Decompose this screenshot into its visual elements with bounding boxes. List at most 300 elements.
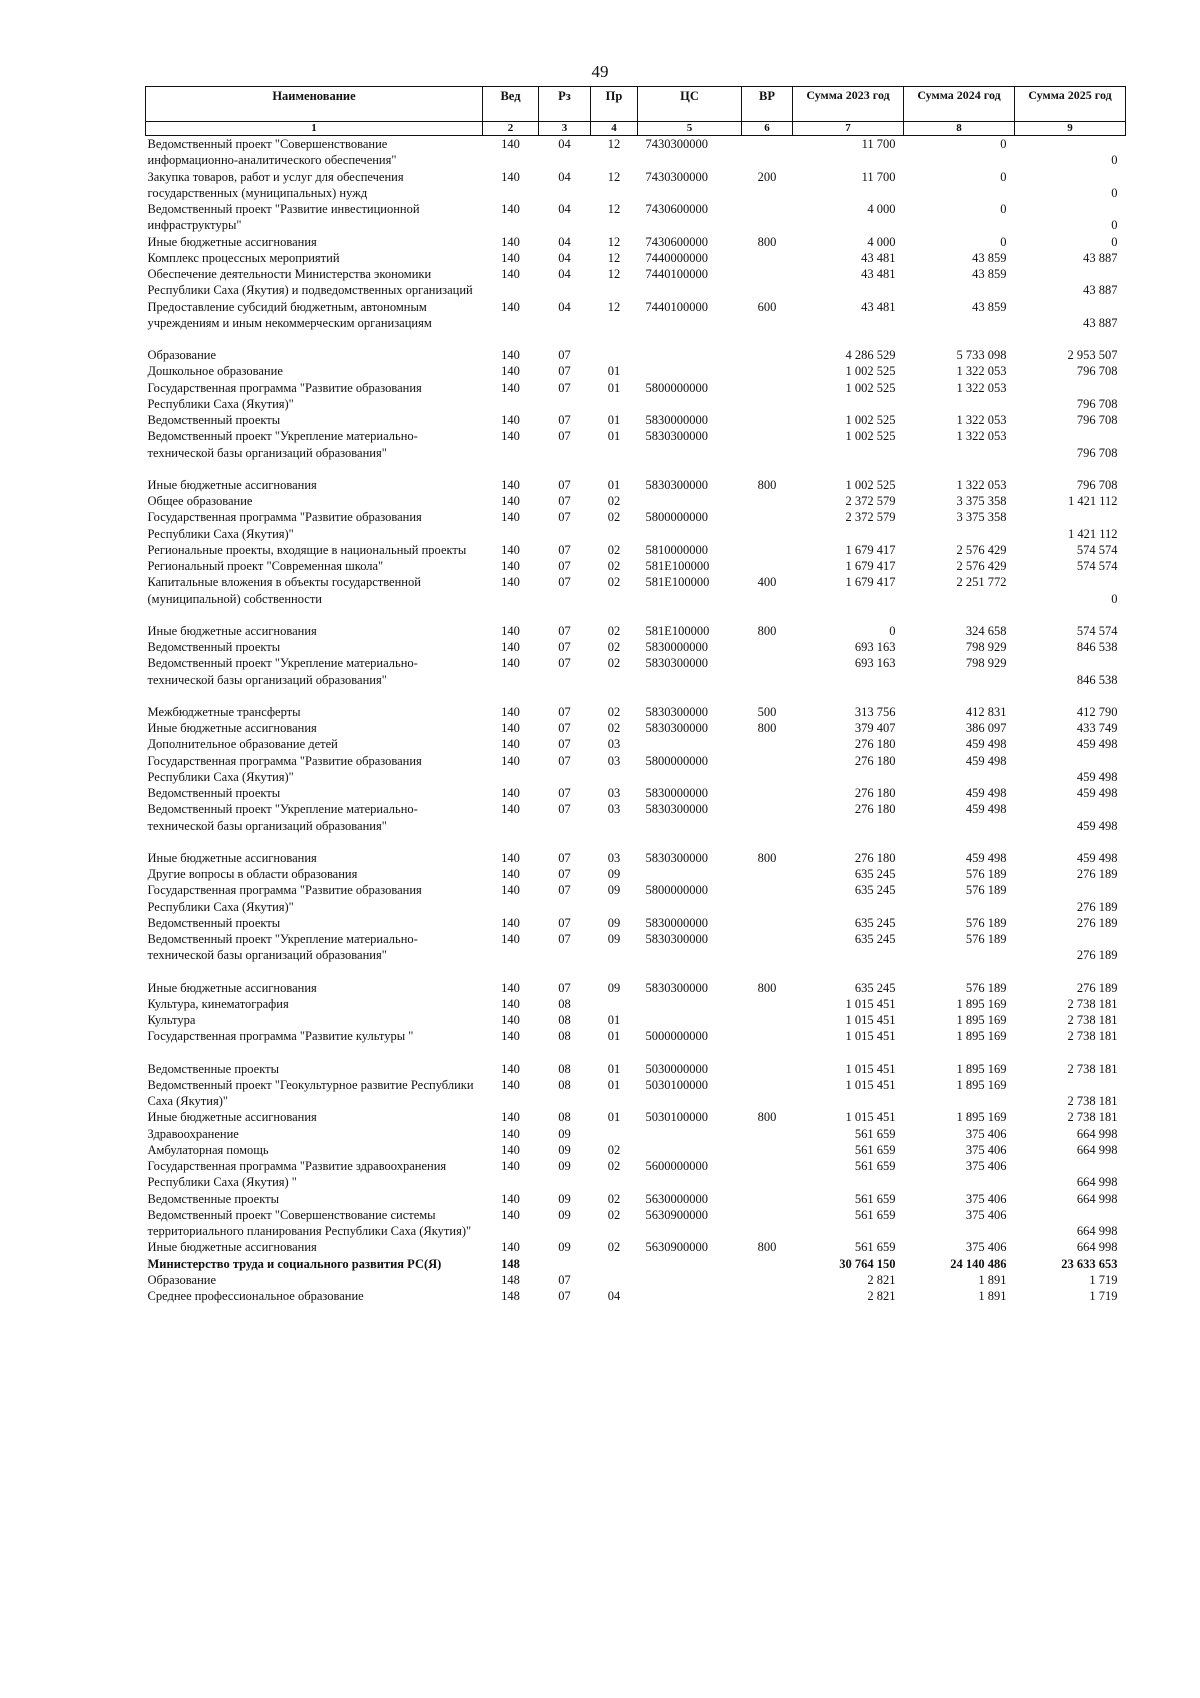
row-sum-2023: 1 679 417 [845,542,896,557]
row-ved: 140 [501,1126,520,1141]
table-row [146,201,1126,234]
row-cs: 5630900000 [645,1207,708,1222]
row-sum-2023: 0 [889,623,896,638]
row-rz: 07 [558,413,571,427]
header-pr: Пр [591,87,638,122]
row-sum-2023: 561 659 [854,1240,896,1255]
row-ved: 140 [501,477,520,492]
row-sum-2025: 459 498 [1076,737,1118,752]
row-sum-2025: 276 189 [1076,867,1118,881]
row-name: Ведомственный проекты [147,786,281,800]
row-sum-2024: 3 375 358 [956,494,1007,508]
row-vr [742,493,793,509]
row-pr [591,1256,638,1272]
row-rz: 07 [558,915,571,930]
row-vr [742,801,793,834]
row-name: Ведомственный проект "Укрепление материально-технической базы организаций образования" [147,656,418,687]
header-row [146,87,1126,122]
table-row [146,234,1126,250]
row-sum-2024: 0 [1000,234,1007,249]
row-cs [638,363,742,379]
row-cs: 5600000000 [645,1159,708,1173]
row-cs: 7430600000 [645,234,708,249]
row-vr [742,542,793,558]
row-sum-2024: 576 189 [965,915,1007,930]
row-sum-2024: 1 895 169 [956,996,1007,1011]
row-pr: 03 [607,753,621,768]
table-row [146,964,1126,996]
row-pr: 09 [607,883,621,898]
row-pr: 02 [607,704,621,719]
row-name: Иные бюджетные ассигнования [147,234,317,249]
row-sum-2023: 1 015 451 [845,996,896,1011]
table-row [146,1077,1126,1110]
row-sum-2025: 846 538 [1076,672,1118,687]
row-name: Дополнительное образование детей [147,737,338,752]
column-number: 3 [539,122,591,136]
row-ved: 140 [501,1191,520,1206]
row-sum-2025: 43 887 [1083,250,1118,265]
row-vr: 500 [757,704,777,719]
row-vr [742,331,793,363]
row-sum-2025: 796 708 [1076,477,1118,492]
budget-table [145,86,1126,1304]
table-row [146,607,1126,639]
row-ved: 140 [501,980,520,995]
row-name: Ведомственный проект "Укрепление материально-технической базы организаций образования" [147,932,418,963]
row-sum-2024: 1 322 053 [956,429,1007,444]
row-name: Ведомственные проекты [147,1191,280,1206]
row-sum-2023: 276 180 [854,802,896,817]
row-name: Капитальные вложения в объекты государственной (муниципальной) собственности [147,575,421,606]
row-sum-2024: 2 576 429 [956,542,1007,557]
table-row [146,688,1126,720]
column-number: 9 [1015,122,1126,136]
column-number: 7 [793,122,904,136]
row-sum-2024: 576 189 [965,980,1007,995]
row-sum-2024: 375 406 [965,1159,1007,1173]
row-sum-2024: 798 929 [965,656,1007,671]
table-header [146,87,1126,136]
table-row [146,461,1126,493]
row-vr [742,380,793,413]
row-sum-2023: 1 002 525 [845,364,896,379]
table-row [146,250,1126,266]
row-sum-2024: 1 891 [978,1289,1007,1303]
row-ved: 140 [501,1029,520,1044]
row-cs: 5030000000 [645,1061,708,1076]
row-pr: 12 [607,250,621,265]
row-sum-2023: 1 002 525 [845,380,896,395]
row-ved: 140 [501,234,520,249]
row-sum-2025: 459 498 [1076,769,1118,784]
row-rz [539,1256,591,1272]
table-row [146,655,1126,688]
row-ved: 140 [501,137,520,151]
row-sum-2024: 375 406 [965,1191,1007,1206]
row-pr: 09 [607,980,621,995]
row-sum-2024: 459 498 [965,850,1007,865]
row-cs: 7440100000 [645,299,708,314]
row-cs: 5830000000 [645,786,708,800]
row-sum-2023: 1 015 451 [845,1077,896,1092]
column-number: 4 [591,122,638,136]
row-sum-2023: 561 659 [854,1207,896,1222]
row-name: Закупка товаров, работ и услуг для обеспечения государственных (муниципальных) нужд [147,169,404,200]
row-rz: 07 [558,656,571,671]
row-cs: 581E100000 [645,623,710,638]
row-rz: 07 [558,1272,571,1287]
row-sum-2025: 574 574 [1076,623,1118,638]
row-sum-2025: 459 498 [1076,786,1118,800]
row-sum-2025: 276 189 [1076,915,1118,930]
row-sum-2024: 375 406 [965,1207,1007,1222]
row-cs [638,736,742,752]
row-sum-2025: 664 998 [1076,1175,1118,1190]
row-ved: 140 [501,1061,520,1076]
table-row [146,736,1126,752]
row-rz: 09 [558,1240,571,1255]
row-sum-2025: 0 [1111,218,1118,233]
row-sum-2023: 635 245 [854,932,896,946]
row-vr: 800 [757,1110,777,1125]
row-sum-2024: 459 498 [965,786,1007,800]
row-name: Ведомственный проект "Геокультурное развитие Республики Саха (Якутия)" [147,1077,474,1108]
row-sum-2025: 23 633 653 [1061,1256,1118,1271]
table-row [146,882,1126,915]
header-sum-2025: Сумма 2025 год [1015,87,1126,122]
row-sum-2023: 1 015 451 [845,1029,896,1044]
row-rz: 08 [558,1061,571,1076]
row-rz: 07 [558,753,571,768]
row-sum-2025: 1 719 [1089,1289,1118,1303]
row-vr [742,639,793,655]
row-sum-2025: 796 708 [1076,364,1118,379]
row-sum-2024: 576 189 [965,932,1007,946]
row-vr [742,1288,793,1304]
row-ved: 140 [501,1207,520,1222]
row-sum-2023: 2 821 [867,1272,896,1287]
table-row [146,1256,1126,1272]
row-sum-2023: 1 679 417 [845,575,896,590]
row-vr [742,753,793,786]
row-cs: 5800000000 [645,380,708,395]
row-cs: 7430600000 [645,202,708,216]
column-number: 6 [742,122,793,136]
row-ved: 140 [501,559,520,573]
row-vr: 800 [757,980,777,995]
row-rz: 07 [558,623,571,638]
row-cs [638,996,742,1012]
table-row [146,1109,1126,1125]
row-ved: 140 [501,640,520,654]
row-pr: 03 [607,737,621,752]
row-ved: 140 [501,867,520,881]
row-pr: 09 [607,915,621,930]
row-sum-2025: 796 708 [1076,413,1118,427]
row-pr: 12 [607,137,621,151]
row-rz: 07 [558,737,571,752]
row-sum-2023: 43 481 [861,299,896,314]
row-pr: 01 [607,380,621,395]
row-cs: 5830300000 [645,656,708,671]
row-vr [742,655,793,688]
row-ved: 140 [501,1110,520,1125]
row-name: Ведомственный проект "Развитие инвестиционной инфраструктуры" [147,202,420,233]
row-vr: 800 [757,850,777,865]
row-pr [591,1272,638,1288]
row-cs: 5830300000 [645,850,708,865]
row-ved: 140 [501,802,520,817]
row-cs [638,1272,742,1288]
row-sum-2024: 1 322 053 [956,380,1007,395]
row-rz: 07 [558,640,571,654]
row-cs: 5030100000 [645,1077,708,1092]
row-cs [638,493,742,509]
table-row [146,785,1126,801]
table-row [146,1191,1126,1207]
row-sum-2023: 561 659 [854,1191,896,1206]
row-name: Государственная программа "Развитие образования Республики Саха (Якутия)" [147,380,422,411]
row-pr: 02 [607,494,621,508]
row-sum-2023: 276 180 [854,737,896,752]
table-row [146,753,1126,786]
row-ved: 140 [501,429,520,444]
row-sum-2023: 693 163 [854,656,896,671]
row-pr [591,1126,638,1142]
row-rz: 07 [558,494,571,508]
row-sum-2025: 664 998 [1076,1224,1118,1238]
row-sum-2024: 1 895 169 [956,1077,1007,1092]
column-number-row [146,122,1126,136]
row-pr: 02 [607,559,621,573]
table-row [146,1239,1126,1255]
row-sum-2024: 798 929 [965,640,1007,654]
row-rz: 07 [558,786,571,800]
row-pr: 02 [607,1191,621,1206]
row-name: Межбюджетные трансферты [147,704,301,719]
row-sum-2025: 2 738 181 [1067,1013,1118,1027]
row-ved: 140 [501,494,520,508]
row-sum-2024: 1 322 053 [956,477,1007,492]
row-name: Ведомственный проекты [147,640,281,654]
row-pr: 02 [607,1159,621,1173]
row-cs: 5830000000 [645,413,708,427]
row-name: Региональные проекты, входящие в национальный проекты [147,542,467,557]
row-ved: 140 [501,169,520,184]
row-sum-2025: 0 [1111,185,1118,200]
row-sum-2024: 459 498 [965,753,1007,768]
row-pr [591,331,638,363]
row-ved: 140 [501,704,520,719]
row-sum-2023: 1 015 451 [845,1110,896,1125]
table-row [146,542,1126,558]
row-sum-2025: 574 574 [1076,542,1118,557]
row-rz: 07 [558,559,571,573]
table-row [146,996,1126,1012]
table-row [146,915,1126,931]
row-ved: 140 [501,510,520,525]
row-cs: 5000000000 [645,1029,708,1044]
row-sum-2023: 4 286 529 [845,348,896,362]
row-ved: 140 [501,348,520,362]
row-sum-2025: 459 498 [1076,850,1118,865]
row-sum-2025: 2 738 181 [1067,996,1118,1011]
row-name: Комплекс процессных мероприятий [147,250,340,265]
row-sum-2025: 664 998 [1076,1240,1118,1255]
row-vr: 800 [757,477,777,492]
row-cs: 5630000000 [645,1191,708,1206]
row-sum-2023: 30 764 150 [839,1256,896,1271]
table-row [146,1272,1126,1288]
row-rz: 04 [558,250,571,265]
row-ved: 140 [501,1142,520,1157]
row-cs: 5830300000 [645,932,708,946]
row-ved: 140 [501,1077,520,1092]
row-rz: 07 [558,380,571,395]
row-sum-2025: 2 738 181 [1067,1110,1118,1125]
row-name: Министерство труда и социального развития РС(Я) [147,1256,442,1271]
table-row [146,169,1126,202]
row-pr: 12 [607,299,621,314]
row-cs: 581E100000 [645,575,710,590]
row-rz: 09 [558,1159,571,1173]
table-row [146,574,1126,607]
row-vr: 800 [757,234,777,249]
row-vr [742,785,793,801]
row-sum-2024: 43 859 [972,250,1007,265]
row-rz: 04 [558,299,571,314]
row-name: Ведомственный проект "Укрепление материально-технической базы организаций образования" [147,429,418,460]
table-row [146,428,1126,461]
row-name: Государственная программа "Развитие культуры " [147,1029,414,1044]
row-sum-2024: 0 [1000,169,1007,184]
row-pr: 12 [607,169,621,184]
row-ved: 140 [501,932,520,946]
row-ved: 140 [501,299,520,314]
row-vr [742,996,793,1012]
row-rz: 07 [558,348,571,362]
row-sum-2024: 2 576 429 [956,559,1007,573]
row-ved: 140 [501,413,520,427]
row-vr [742,136,793,169]
row-vr [742,1207,793,1240]
row-vr: 800 [757,623,777,638]
row-sum-2025: 1 421 112 [1067,526,1118,541]
row-vr [742,558,793,574]
table-row [146,299,1126,332]
row-sum-2024: 24 140 486 [950,1256,1007,1271]
row-ved: 140 [501,267,520,281]
row-ved: 148 [501,1272,520,1287]
header-vr: ВР [742,87,793,122]
row-cs: 5830000000 [645,915,708,930]
row-sum-2024: 3 375 358 [956,510,1007,525]
row-rz: 07 [558,477,571,492]
row-sum-2024: 1 895 169 [956,1029,1007,1044]
row-cs: 5630900000 [645,1240,708,1255]
header-cs: ЦС [638,87,742,122]
row-sum-2023: 561 659 [854,1159,896,1173]
row-rz: 07 [558,364,571,379]
row-pr: 01 [607,1029,621,1044]
row-sum-2024: 1 895 169 [956,1110,1007,1125]
row-sum-2025: 664 998 [1076,1191,1118,1206]
row-sum-2025: 846 538 [1076,640,1118,654]
row-pr: 01 [607,429,621,444]
row-sum-2024: 1 891 [978,1272,1007,1287]
table-row [146,866,1126,882]
row-name: Ведомственный проект "Укрепление материально-технической базы организаций образования" [147,802,418,833]
row-sum-2025: 1 421 112 [1067,494,1118,508]
row-sum-2023: 276 180 [854,850,896,865]
row-cs: 7430300000 [645,137,708,151]
row-ved: 140 [501,250,520,265]
row-sum-2023: 2 372 579 [845,510,896,525]
row-sum-2023: 1 015 451 [845,1061,896,1076]
row-rz: 07 [558,802,571,817]
column-number: 1 [146,122,483,136]
row-name: Культура, кинематография [147,996,289,1011]
row-cs: 5830300000 [645,980,708,995]
row-ved: 140 [501,623,520,638]
row-rz: 07 [558,704,571,719]
row-cs [638,1256,742,1272]
row-vr [742,1142,793,1158]
row-sum-2025: 43 887 [1083,283,1118,298]
table-row [146,1142,1126,1158]
row-pr: 03 [607,786,621,800]
table-row [146,1028,1126,1044]
row-rz: 07 [558,575,571,590]
row-vr: 800 [757,721,777,735]
row-pr: 12 [607,202,621,216]
row-vr [742,1126,793,1142]
row-sum-2023: 635 245 [854,915,896,930]
row-cs: 5830300000 [645,721,708,735]
row-sum-2025: 2 738 181 [1067,1061,1118,1076]
table-body [146,136,1126,1305]
row-sum-2023: 2 821 [867,1289,896,1303]
header-ved: Вед [483,87,539,122]
row-vr: 400 [757,575,777,590]
row-vr [742,1045,793,1077]
row-pr: 02 [607,1207,621,1222]
row-name: Государственная программа "Развитие образования Республики Саха (Якутия)" [147,753,422,784]
row-sum-2025: 276 189 [1076,899,1118,914]
row-name: Иные бюджетные ассигнования [147,477,317,492]
row-sum-2025: 459 498 [1076,818,1118,833]
row-sum-2024: 1 322 053 [956,413,1007,427]
row-sum-2023: 4 000 [867,202,896,216]
row-sum-2023: 1 002 525 [845,429,896,444]
row-vr: 800 [757,1240,777,1255]
row-rz: 04 [558,234,571,249]
row-name: Здравоохранение [147,1126,239,1141]
row-name: Среднее профессиональное образование [147,1289,364,1303]
table-row [146,1126,1126,1142]
row-rz: 04 [558,202,571,216]
row-rz: 08 [558,1077,571,1092]
row-sum-2023: 561 659 [854,1142,896,1157]
row-pr: 01 [607,1077,621,1092]
row-cs: 5030100000 [645,1110,708,1125]
row-sum-2025: 2 738 181 [1067,1029,1118,1044]
row-vr [742,882,793,915]
row-name: Предоставление субсидий бюджетным, автономным учреждениям и иным некоммерческим организациям [147,299,432,330]
row-sum-2024: 43 859 [972,267,1007,281]
row-name: Иные бюджетные ассигнования [147,850,317,865]
